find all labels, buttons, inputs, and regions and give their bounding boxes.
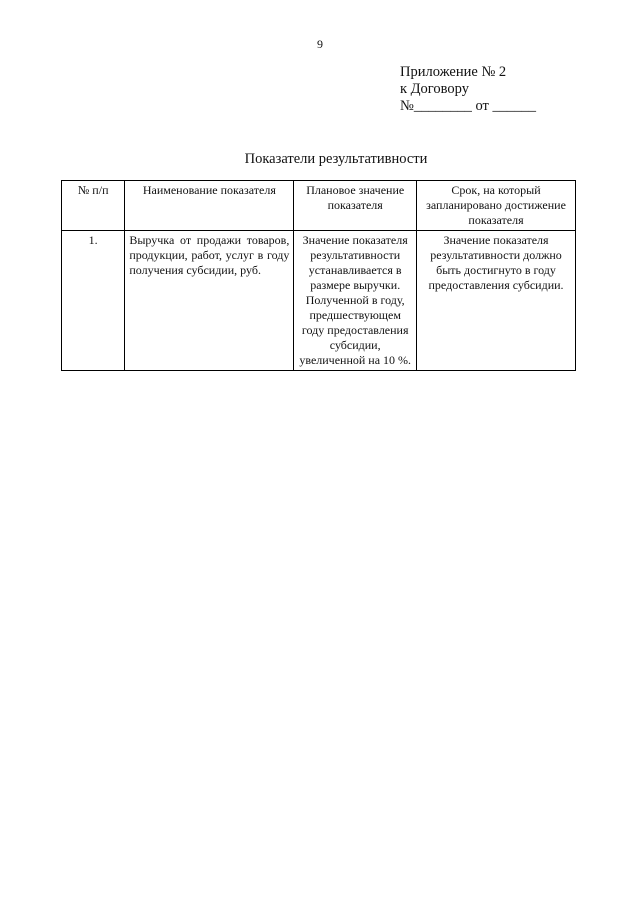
header-indicator-name: Наименование показателя (125, 181, 294, 231)
row-number: 1. (62, 231, 125, 371)
document-title: Показатели результативности (244, 151, 428, 167)
row-planned-value: Значение показателя результативности устанавливается в размере выручки. Полученной в году, предшествующем году предоставления субсидии, увеличенной на 10 %. (294, 231, 417, 371)
indicators-table (61, 180, 576, 371)
header-number: № п/п (62, 181, 125, 231)
table-row (62, 231, 576, 371)
row-deadline: Значение показателя результативности должно быть достигнуто в году предоставления субсидии. (417, 231, 576, 371)
header-planned-value: Плановое значение показателя (294, 181, 417, 231)
page-number: 9 (317, 37, 323, 51)
table-header-row (62, 181, 576, 231)
header-deadline: Срок, на который запланировано достижение показателя (417, 181, 576, 231)
row-indicator-name: Выручка от продажи товаров, продукции, работ, услуг в году получения субсидии, руб. (125, 231, 294, 371)
attachment-line-3: №________ от ______ (400, 98, 536, 114)
attachment-line-2: к Договору (400, 81, 469, 97)
attachment-reference (400, 64, 536, 115)
attachment-line-1: Приложение № 2 (400, 64, 507, 80)
